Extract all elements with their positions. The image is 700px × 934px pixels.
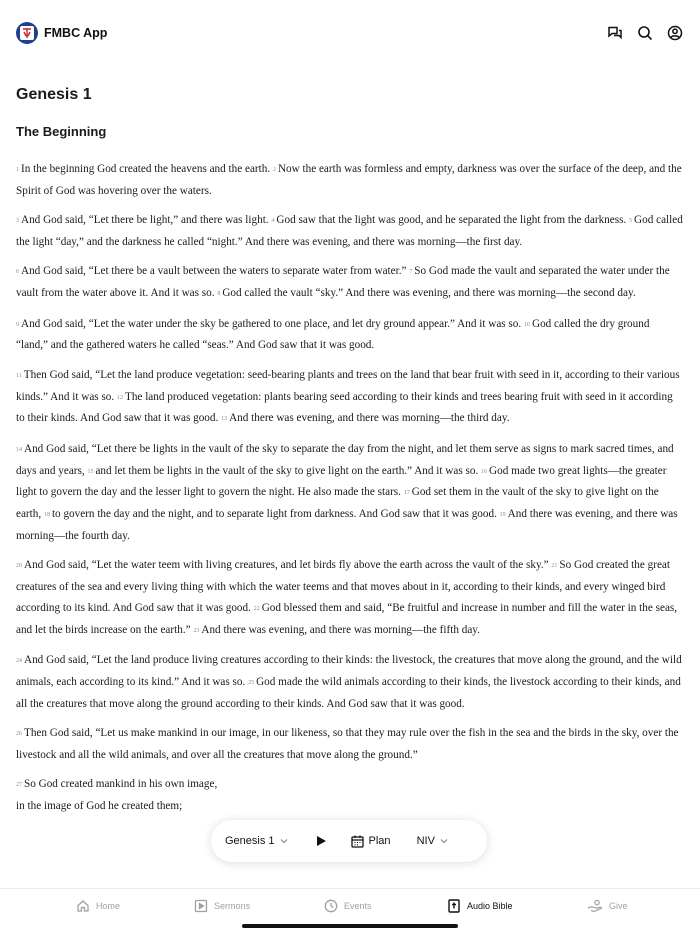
verse-text: And God said, “Let there be light,” and there was light.	[21, 214, 269, 227]
verse-number: 2	[272, 167, 276, 173]
chevron-down-icon	[439, 836, 449, 846]
chevron-down-icon	[279, 836, 289, 846]
video-icon	[194, 899, 208, 913]
chapter-selector-label: Genesis 1	[225, 835, 275, 847]
plan-button[interactable]	[351, 835, 391, 848]
scripture-paragraph	[16, 210, 684, 253]
verse-text: God blessed them and said, “Be fruitful and increase in number and fill the water in the seas, and let the birds increase on the earth.”	[16, 601, 678, 636]
scripture-text	[16, 159, 684, 766]
header-actions	[606, 24, 684, 42]
verse-text: Then God said, “Let us make mankind in our image, in our likeness, so that they may rule over the fish in the sea and the birds in the sky, over the livestock and all the wild animals, and over all the creatures that move along the ground.”	[16, 727, 679, 761]
verse-number: 7	[409, 269, 413, 276]
calendar-icon	[351, 835, 364, 848]
poem-line	[16, 774, 684, 796]
version-selector[interactable]	[417, 835, 449, 847]
verse-number: 15	[87, 468, 94, 475]
verse-number: 17	[403, 490, 410, 497]
verse-text: And there was evening, and there was morning—the fifth day.	[201, 623, 480, 636]
play-button[interactable]	[315, 835, 327, 847]
verse-text: God made the wild animals according to their kinds, the livestock according to their kinds, and all the creatures that move along the ground according to their kinds. And God saw that it was good.	[16, 675, 681, 710]
scripture-paragraph	[16, 555, 684, 641]
verse-number: 27	[16, 782, 22, 789]
section-title: The Beginning	[16, 124, 107, 139]
tab-sermons-label: Sermons	[214, 901, 251, 911]
poem-line	[16, 796, 684, 817]
verse-text: So God created the great creatures of the sea and every living thing with which the water teems and that moves about in it, according to their kinds, and every winged bird according to its kind. And God saw that it was good.	[16, 559, 670, 614]
verse-number: 5	[629, 218, 633, 225]
scripture-paragraph	[16, 723, 684, 766]
verse-text: God saw that the light was good, and he separated the light from the darkness.	[276, 214, 627, 227]
verse-text: And God said, “Let there be a vault between the waters to separate water from water.”	[21, 265, 407, 278]
verse-text: God called the dry ground “land,” and the gathered waters he called “seas.” And God saw that it was good.	[16, 317, 650, 352]
verse-number: 1	[16, 167, 19, 173]
verse-text: God set them in the vault of the sky to give light on the earth,	[16, 486, 659, 521]
verse-text: And God said, “Let the water under the sky be gathered to one place, and let dry ground appear.” And it was so.	[21, 317, 522, 330]
verse-number: 4	[271, 218, 275, 225]
chapter-selector[interactable]	[225, 835, 289, 847]
tab-home-label: Home	[96, 901, 121, 911]
verse-text: and let them be lights in the vault of the sky to give light on the earth.” And it was so.	[95, 464, 479, 477]
verse-number: 19	[499, 512, 506, 519]
home-indicator	[242, 924, 458, 928]
fmbc-logo-icon	[16, 22, 38, 44]
verse-text: And there was evening, and there was morning—the third day.	[229, 412, 510, 425]
verse-number: 21	[551, 563, 558, 570]
verse-number: 6	[16, 269, 19, 276]
bible-icon	[447, 899, 461, 913]
verse-text: in the image of God he created them;	[16, 800, 183, 813]
verse-text: Then God said, “Let the land produce vegetation: seed-bearing plants and trees on the land that bear fruit with seed in it, according to their various kinds.” And it was so.	[16, 368, 680, 403]
verse-text: God called the vault “sky.” And there was evening, and there was morning—the second day.	[222, 287, 636, 300]
scripture-paragraph	[16, 159, 684, 202]
scripture-paragraph	[16, 439, 684, 547]
verse-text: to govern the day and the night, and to separate light from darkness. And God saw that it was good.	[51, 508, 497, 521]
scripture-paragraph	[16, 314, 684, 357]
scripture-paragraph	[16, 365, 684, 430]
verse-number: 11	[16, 372, 22, 379]
verse-number: 22	[253, 605, 260, 612]
chapter-title: Genesis 1	[16, 86, 92, 103]
verse-text: And God said, “Let the land produce living creatures according to their kinds: the livestock, the creatures that move along the ground, and the wild animals, each according to its kind.” And it was so.	[16, 654, 682, 688]
verse-text: God called the light “day,” and the darkness he called “night.” And there was evening, and there was morning—the first day.	[16, 214, 683, 248]
tab-home[interactable]	[76, 899, 120, 913]
verse-number: 23	[193, 627, 200, 634]
verse-text: And there was evening, and there was morning—the fourth day.	[16, 508, 678, 542]
version-label: NIV	[416, 835, 435, 847]
verse-number: 14	[16, 446, 22, 453]
tab-audio-bible-label: Audio Bible	[467, 901, 513, 911]
tab-sermons[interactable]	[194, 899, 250, 913]
home-icon	[76, 899, 90, 913]
verse-text: In the beginning God created the heavens and the earth.	[21, 163, 271, 175]
verse-number: 26	[16, 731, 22, 738]
verse-number: 24	[16, 658, 22, 665]
verse-text: The land produced vegetation: plants bearing seed according to their kinds and trees bearing fruit with seed in it according to their kinds. And God saw that it was good.	[16, 390, 673, 425]
verse-number: 12	[117, 394, 123, 401]
verse-text: God made two great lights—the greater light to govern the day and the lesser light to govern the night. He also made the stars.	[16, 464, 667, 499]
give-hand-icon	[587, 899, 603, 913]
verse-text: And God said, “Let there be lights in the vault of the sky to separate the day from the night, and let them serve as signs to mark sacred times, and days and years,	[16, 442, 674, 477]
verse-number: 16	[481, 468, 488, 475]
verse-number: 13	[221, 416, 228, 423]
tab-give-label: Give	[609, 901, 628, 911]
verse-text: Now the earth was formless and empty, darkness was over the surface of the deep, and the Spirit of God was hovering over the waters.	[16, 163, 682, 197]
verse-number: 8	[217, 291, 221, 298]
chat-icon[interactable]	[606, 24, 624, 42]
scripture-paragraph	[16, 261, 684, 305]
verse-number: 9	[16, 321, 19, 328]
account-icon[interactable]	[666, 24, 684, 42]
scripture-poem	[16, 774, 684, 817]
scripture-paragraph	[16, 650, 684, 714]
plan-label: Plan	[368, 835, 391, 847]
verse-text: And God said, “Let the water teem with living creatures, and let birds fly above the earth across the vault of the sky.”	[24, 559, 549, 572]
audio-player-bar	[211, 820, 487, 862]
verse-text: So God created mankind in his own image,	[24, 778, 218, 791]
verse-text: So God made the vault and separated the water under the vault from the water above it. And it was so.	[16, 265, 670, 300]
verse-number: 3	[16, 218, 19, 225]
verse-number: 18	[43, 512, 50, 519]
tab-events-label: Events	[344, 901, 372, 911]
app-header	[0, 0, 700, 66]
play-icon	[315, 835, 327, 847]
clock-icon	[324, 899, 338, 913]
bible-reader	[16, 78, 684, 817]
app-title: FMBC App	[44, 26, 108, 40]
tab-events[interactable]	[324, 899, 372, 913]
search-icon[interactable]	[636, 24, 654, 42]
tab-give[interactable]	[587, 899, 628, 913]
verse-number: 10	[523, 321, 530, 328]
verse-number: 20	[16, 563, 22, 570]
verse-number: 25	[248, 679, 255, 686]
tab-audio-bible[interactable]	[447, 899, 513, 913]
